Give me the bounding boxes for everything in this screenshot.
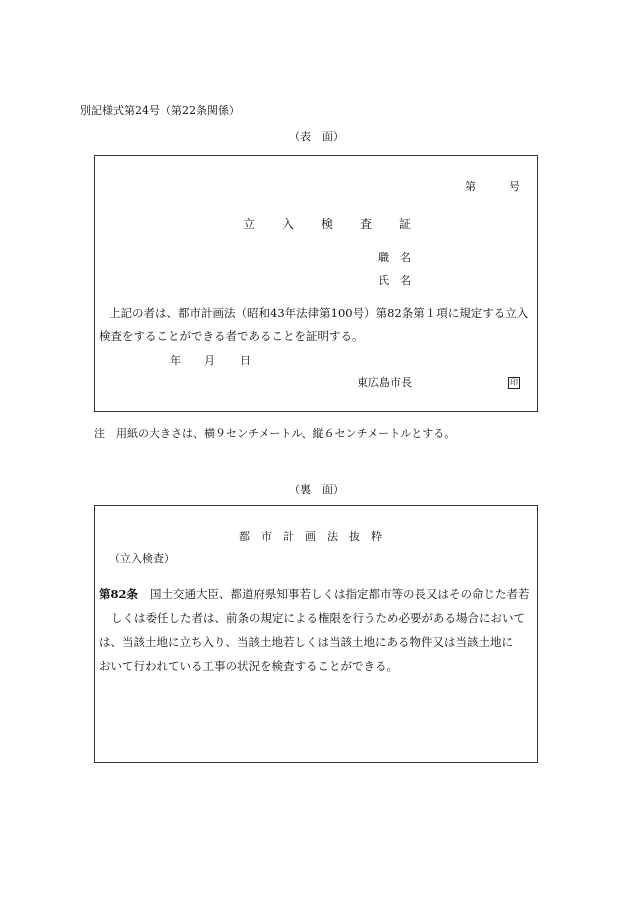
front-section-label: （表 面） [289, 130, 344, 143]
number-dai: 第 [465, 180, 476, 193]
article-heading: （立入検査） [109, 552, 175, 565]
back-card [94, 505, 538, 763]
name-label: 氏 名 [378, 274, 411, 287]
date-year: 年 [170, 354, 181, 367]
date-month: 月 [204, 354, 215, 367]
form-number: 別記様式第24号（第22条関係） [80, 104, 240, 117]
seal-mark: 印 [510, 378, 518, 387]
article-line-1 [99, 582, 530, 606]
article-line-1-text: 国土交通大臣、都道府県知事若しくは指定都市等の長又はその命じた者若 [150, 587, 530, 601]
article-number: 第82条 [99, 587, 139, 601]
back-title: 都 市 計 画 法 抜 粋 [239, 530, 382, 543]
date-day: 日 [240, 354, 251, 367]
article-line-4: おいて行われている工事の状況を検査することができる。 [99, 659, 398, 673]
number-go: 号 [509, 180, 520, 193]
cert-line-2: 検査をすることができる者であることを証明する。 [99, 329, 364, 343]
front-card [94, 155, 538, 412]
article-line-3: は、当該土地に立ち入り、当該土地若しくは当該土地にある物件又は当該土地に [99, 635, 513, 649]
back-section-label: （裏 面） [289, 483, 344, 496]
issuer: 東広島市長 [357, 376, 412, 389]
size-note: 注 用紙の大きさは、横９センチメートル、縦６センチメートルとする。 [94, 427, 456, 440]
cert-line-1: 上記の者は、都市計画法（昭和43年法律第100号）第82条第１項に規定する立入 [109, 306, 529, 320]
card-title: 立 入 検 査 証 [243, 217, 413, 231]
job-title-label: 職 名 [378, 251, 411, 264]
article-line-2: しくは委任した者は、前条の規定による権限を行うため必要がある場合において [111, 611, 525, 625]
